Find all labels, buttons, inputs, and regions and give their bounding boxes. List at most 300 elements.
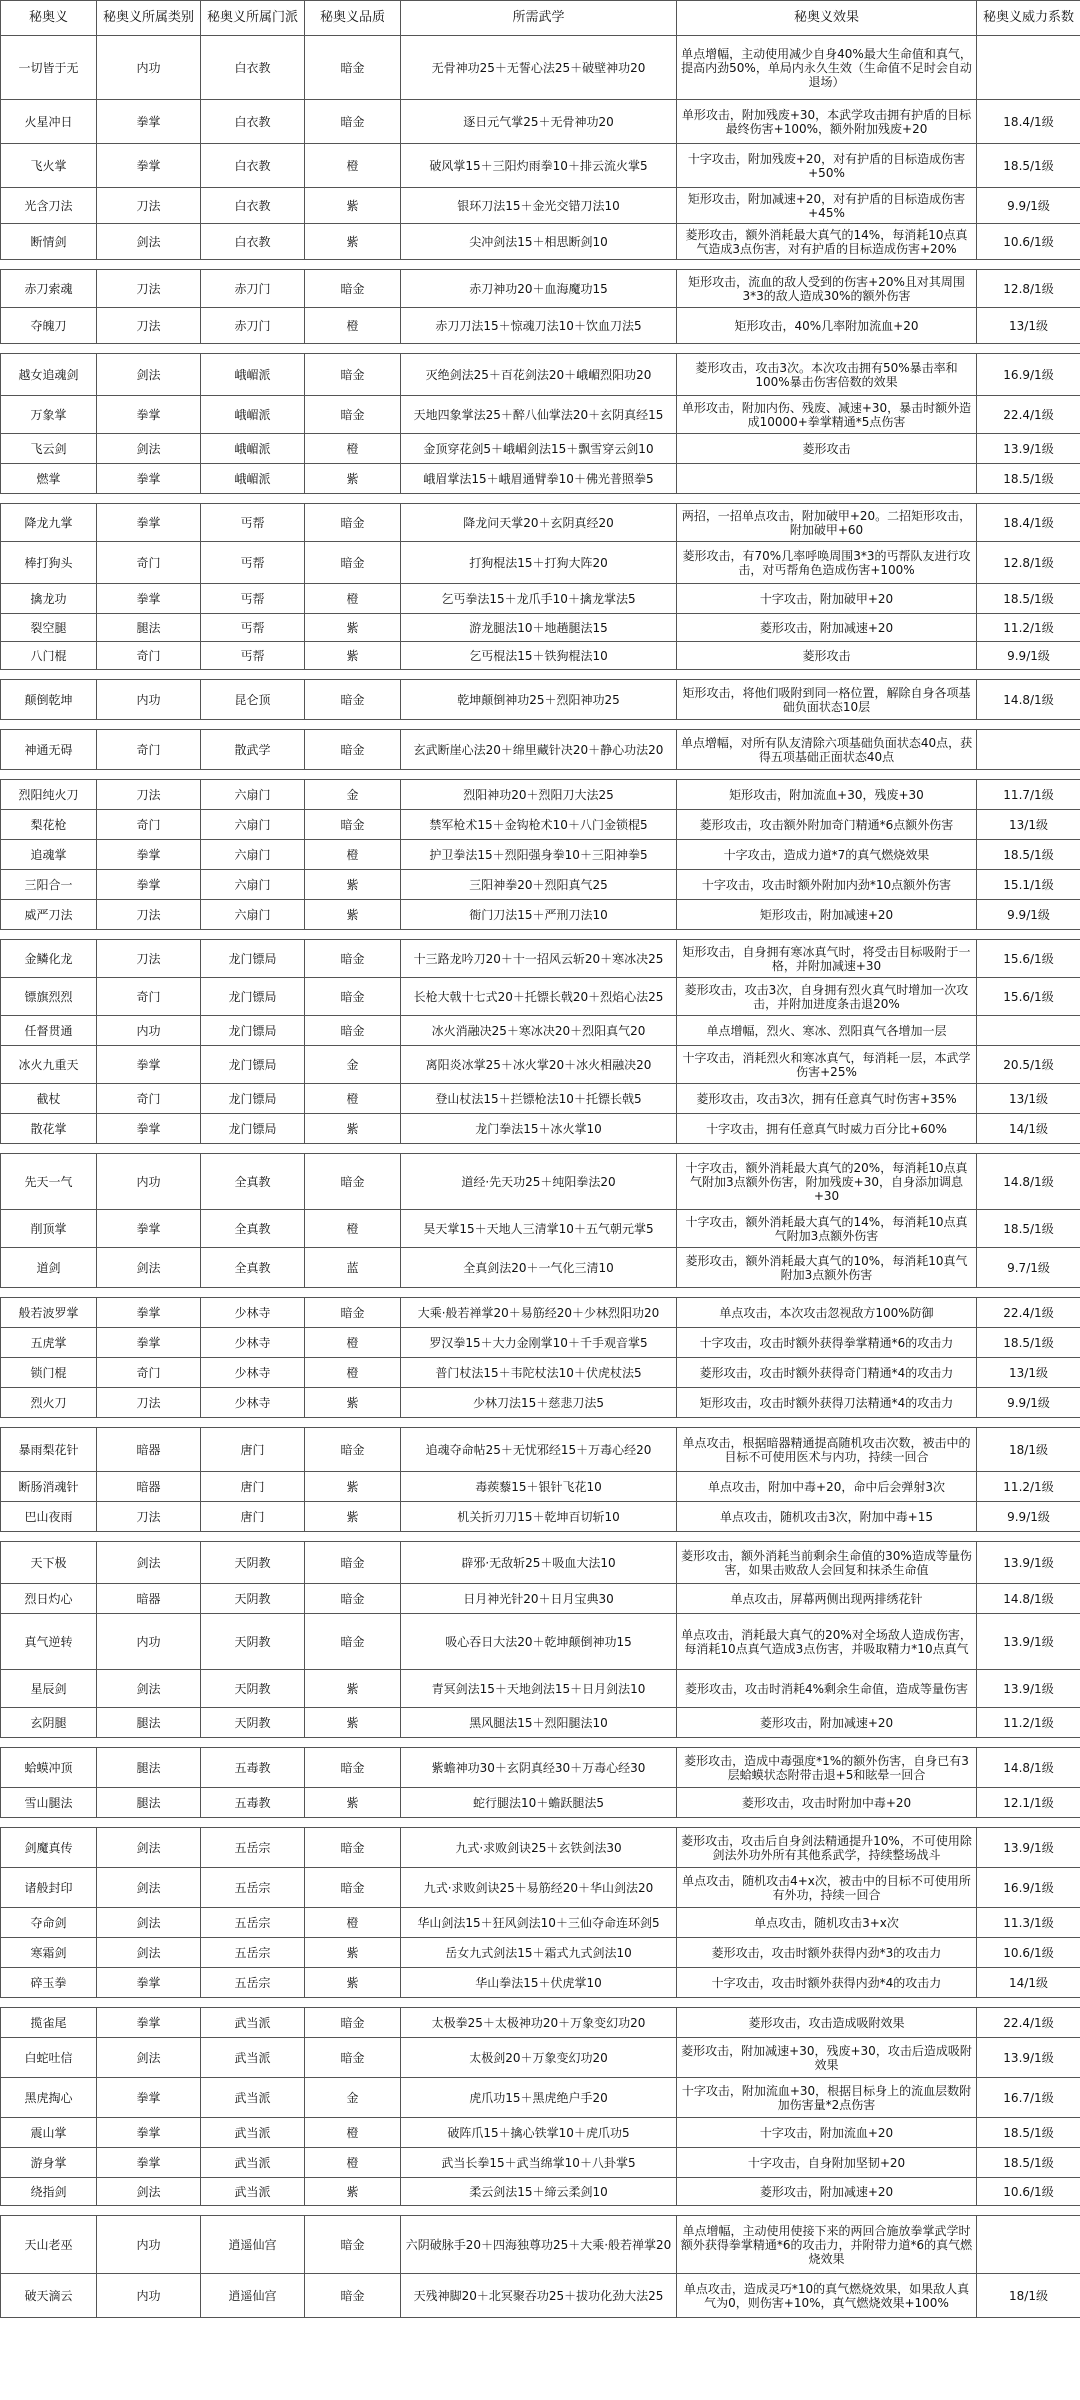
sect-cell: 六扇门 xyxy=(201,810,305,840)
table-row xyxy=(1,224,1080,260)
category-cell: 刀法 xyxy=(97,1388,201,1418)
effect-cell: 菱形攻击，攻击时消耗4%剩余生命值，造成等量伤害 xyxy=(677,1670,977,1708)
column-header-category: 秘奥义所属类别 xyxy=(97,1,201,36)
category-cell: 剑法 xyxy=(97,354,201,396)
quality-cell: 暗金 xyxy=(305,1614,401,1670)
quality-cell: 橙 xyxy=(305,2148,401,2178)
effect-cell: 菱形攻击，攻击时附加中毒+20 xyxy=(677,1788,977,1818)
sect-cell: 五毒教 xyxy=(201,1788,305,1818)
category-cell: 剑法 xyxy=(97,1670,201,1708)
required-skills-cell: 九式·求败剑诀25＋玄铁剑法30 xyxy=(401,1828,677,1868)
effect-cell: 十字攻击，拥有任意真气时威力百分比+60% xyxy=(677,1114,977,1144)
power-cell: 14/1级 xyxy=(977,1968,1080,1998)
skill-name-cell: 颠倒乾坤 xyxy=(1,680,97,720)
quality-cell: 暗金 xyxy=(305,2008,401,2038)
category-cell: 拳掌 xyxy=(97,2078,201,2118)
sect-cell: 少林寺 xyxy=(201,1328,305,1358)
table-row xyxy=(1,2178,1080,2206)
sect-cell: 龙门镖局 xyxy=(201,1114,305,1144)
effect-cell: 矩形攻击，流血的敌人受到的伤害+20%且对其周围3*3的敌人造成30%的额外伤害 xyxy=(677,270,977,308)
quality-cell: 蓝 xyxy=(305,1248,401,1288)
table-row xyxy=(1,680,1080,720)
power-cell: 20.5/1级 xyxy=(977,1046,1080,1084)
sect-cell: 五毒教 xyxy=(201,1748,305,1788)
required-skills-cell: 赤刀刀法15＋惊魂刀法10＋饮血刀法5 xyxy=(401,308,677,344)
required-skills-cell: 乞丐棍法15＋铁狗棍法10 xyxy=(401,642,677,670)
sect-cell: 峨嵋派 xyxy=(201,434,305,464)
effect-cell: 菱形攻击，附加减速+30，残废+30，攻击后造成吸附效果 xyxy=(677,2038,977,2078)
separator-cell xyxy=(1,344,1080,354)
required-skills-cell: 武当长拳15＋武当绵掌10＋八卦掌5 xyxy=(401,2148,677,2178)
category-cell: 内功 xyxy=(97,1016,201,1046)
effect-cell: 单形攻击，附加残废+30，本武学攻击拥有护盾的目标最终伤害+100%，额外附加残废+20 xyxy=(677,100,977,144)
power-cell: 22.4/1级 xyxy=(977,1298,1080,1328)
effect-cell: 矩形攻击，附加减速+20，对有护盾的目标造成伤害+45% xyxy=(677,188,977,224)
sect-cell: 武当派 xyxy=(201,2148,305,2178)
skill-name-cell: 三阳合一 xyxy=(1,870,97,900)
sect-cell: 丐帮 xyxy=(201,504,305,542)
power-cell: 18.4/1级 xyxy=(977,504,1080,542)
quality-cell: 橙 xyxy=(305,2118,401,2148)
skill-name-cell: 冰火九重天 xyxy=(1,1046,97,1084)
table-row xyxy=(1,36,1080,100)
required-skills-cell: 峨眉掌法15＋峨眉通臂拳10＋佛光普照拳5 xyxy=(401,464,677,494)
power-cell: 10.6/1级 xyxy=(977,2178,1080,2206)
effect-cell: 菱形攻击，攻击额外附加奇门精通*6点额外伤害 xyxy=(677,810,977,840)
required-skills-cell: 龙门拳法15＋冰火掌10 xyxy=(401,1114,677,1144)
effect-cell: 单点攻击，屏幕两侧出现两排绣花针 xyxy=(677,1584,977,1614)
table-row xyxy=(1,504,1080,542)
power-cell: 11.3/1级 xyxy=(977,1908,1080,1938)
required-skills-cell: 游龙腿法10＋地趟腿法15 xyxy=(401,614,677,642)
table-row xyxy=(1,1210,1080,1248)
effect-cell: 菱形攻击，攻击3次。本次攻击拥有50%暴击率和100%暴击伤害倍数的效果 xyxy=(677,354,977,396)
power-cell: 10.6/1级 xyxy=(977,224,1080,260)
required-skills-cell: 登山杖法15＋拦镖枪法10＋托镖长戟5 xyxy=(401,1084,677,1114)
required-skills-cell: 灭绝剑法25＋百花剑法20＋峨嵋烈阳功20 xyxy=(401,354,677,396)
required-skills-cell: 太极拳25＋太极神功20＋万象变幻功20 xyxy=(401,2008,677,2038)
category-cell: 内功 xyxy=(97,680,201,720)
table-row xyxy=(1,1614,1080,1670)
effect-cell: 十字攻击，消耗烈火和寒冰真气，每消耗一层，本武学伤害+25% xyxy=(677,1046,977,1084)
required-skills-cell: 少林刀法15＋慈悲刀法5 xyxy=(401,1388,677,1418)
skill-name-cell: 燃掌 xyxy=(1,464,97,494)
category-cell: 剑法 xyxy=(97,1908,201,1938)
skill-name-cell: 天山老巫 xyxy=(1,2216,97,2274)
power-cell: 16.7/1级 xyxy=(977,2078,1080,2118)
separator-cell xyxy=(1,1818,1080,1828)
required-skills-cell: 玄武断崖心法20＋绵里藏针决20＋静心功法20 xyxy=(401,730,677,770)
skill-name-cell: 破天滴云 xyxy=(1,2274,97,2318)
skill-name-cell: 暴雨梨花针 xyxy=(1,1428,97,1472)
required-skills-cell: 银环刀法15＋金光交错刀法10 xyxy=(401,188,677,224)
skill-name-cell: 万象掌 xyxy=(1,396,97,434)
power-cell: 13.9/1级 xyxy=(977,1614,1080,1670)
power-cell: 18.5/1级 xyxy=(977,1210,1080,1248)
table-row xyxy=(1,2148,1080,2178)
sect-cell: 赤刀门 xyxy=(201,308,305,344)
required-skills-cell: 离阳炎冰掌25＋冰火掌20＋冰火相融决20 xyxy=(401,1046,677,1084)
quality-cell: 暗金 xyxy=(305,1154,401,1210)
category-cell: 内功 xyxy=(97,2216,201,2274)
skill-name-cell: 寒霜剑 xyxy=(1,1938,97,1968)
power-cell: 14.8/1级 xyxy=(977,680,1080,720)
skill-name-cell: 棒打狗头 xyxy=(1,542,97,584)
power-cell: 14.8/1级 xyxy=(977,1154,1080,1210)
quality-cell: 紫 xyxy=(305,1114,401,1144)
power-cell: 18.4/1级 xyxy=(977,100,1080,144)
sect-cell: 龙门镖局 xyxy=(201,1046,305,1084)
quality-cell: 紫 xyxy=(305,642,401,670)
skill-name-cell: 裂空腿 xyxy=(1,614,97,642)
category-cell: 刀法 xyxy=(97,940,201,978)
quality-cell: 紫 xyxy=(305,1968,401,1998)
sect-cell: 少林寺 xyxy=(201,1358,305,1388)
skill-name-cell: 降龙九掌 xyxy=(1,504,97,542)
category-cell: 奇门 xyxy=(97,1358,201,1388)
required-skills-cell: 蛇行腿法10＋蟾跃腿法5 xyxy=(401,1788,677,1818)
category-cell: 拳掌 xyxy=(97,464,201,494)
quality-cell: 橙 xyxy=(305,434,401,464)
quality-cell: 暗金 xyxy=(305,1298,401,1328)
category-cell: 腿法 xyxy=(97,1788,201,1818)
power-cell: 18.5/1级 xyxy=(977,144,1080,188)
effect-cell: 矩形攻击，将他们吸附到同一格位置，解除自身各项基础负面状态10层 xyxy=(677,680,977,720)
category-cell: 剑法 xyxy=(97,1868,201,1908)
table-row xyxy=(1,1584,1080,1614)
skill-name-cell: 烈日灼心 xyxy=(1,1584,97,1614)
effect-cell: 菱形攻击，额外消耗当前剩余生命值的30%造成等量伤害，如果击败敌人会回复和抹杀生命值 xyxy=(677,1542,977,1584)
power-cell xyxy=(977,36,1080,100)
required-skills-cell: 华山拳法15＋伏虎掌10 xyxy=(401,1968,677,1998)
required-skills-cell: 黑风腿法15＋烈阳腿法10 xyxy=(401,1708,677,1738)
category-cell: 暗器 xyxy=(97,1584,201,1614)
table-row xyxy=(1,2274,1080,2318)
power-cell: 13/1级 xyxy=(977,308,1080,344)
table-row xyxy=(1,978,1080,1016)
quality-cell: 暗金 xyxy=(305,1748,401,1788)
effect-cell: 单点攻击，附加中毒+20，命中后会弹射3次 xyxy=(677,1472,977,1502)
separator-cell xyxy=(1,1738,1080,1748)
separator-cell xyxy=(1,260,1080,270)
quality-cell: 暗金 xyxy=(305,680,401,720)
table-body xyxy=(1,36,1080,2318)
quality-cell: 紫 xyxy=(305,188,401,224)
group-separator xyxy=(1,2206,1080,2216)
column-header-required-skills: 所需武学 xyxy=(401,1,677,36)
category-cell: 拳掌 xyxy=(97,1046,201,1084)
sect-cell: 丐帮 xyxy=(201,584,305,614)
required-skills-cell: 吸心吞日大法20＋乾坤颠倒神功15 xyxy=(401,1614,677,1670)
category-cell: 暗器 xyxy=(97,1428,201,1472)
table-row xyxy=(1,100,1080,144)
effect-cell: 矩形攻击，附加减速+20 xyxy=(677,900,977,930)
skill-name-cell: 光含刀法 xyxy=(1,188,97,224)
power-cell: 16.9/1级 xyxy=(977,354,1080,396)
skill-name-cell: 追魂掌 xyxy=(1,840,97,870)
table-row xyxy=(1,1968,1080,1998)
power-cell: 13/1级 xyxy=(977,1358,1080,1388)
category-cell: 奇门 xyxy=(97,542,201,584)
skill-name-cell: 夺魄刀 xyxy=(1,308,97,344)
quality-cell: 紫 xyxy=(305,464,401,494)
sect-cell: 全真教 xyxy=(201,1154,305,1210)
category-cell: 拳掌 xyxy=(97,100,201,144)
quality-cell: 橙 xyxy=(305,1908,401,1938)
skill-name-cell: 震山掌 xyxy=(1,2118,97,2148)
power-cell: 18.5/1级 xyxy=(977,464,1080,494)
sect-cell: 武当派 xyxy=(201,2178,305,2206)
category-cell: 腿法 xyxy=(97,1748,201,1788)
sect-cell: 白衣教 xyxy=(201,144,305,188)
category-cell: 拳掌 xyxy=(97,396,201,434)
separator-cell xyxy=(1,494,1080,504)
sect-cell: 五岳宗 xyxy=(201,1908,305,1938)
quality-cell: 暗金 xyxy=(305,354,401,396)
category-cell: 刀法 xyxy=(97,188,201,224)
quality-cell: 橙 xyxy=(305,1210,401,1248)
category-cell: 拳掌 xyxy=(97,1968,201,1998)
sect-cell: 六扇门 xyxy=(201,870,305,900)
table-row xyxy=(1,2118,1080,2148)
sect-cell: 五岳宗 xyxy=(201,1868,305,1908)
table-row xyxy=(1,1328,1080,1358)
group-separator xyxy=(1,720,1080,730)
skill-name-cell: 飞云剑 xyxy=(1,434,97,464)
required-skills-cell: 昊天掌15＋天地人三清掌10＋五气朝元掌5 xyxy=(401,1210,677,1248)
power-cell: 11.2/1级 xyxy=(977,614,1080,642)
category-cell: 拳掌 xyxy=(97,2008,201,2038)
power-cell: 18.5/1级 xyxy=(977,2148,1080,2178)
quality-cell: 紫 xyxy=(305,224,401,260)
effect-cell: 菱形攻击，额外消耗最大真气的10%，每消耗10真气附加3点额外伤害 xyxy=(677,1248,977,1288)
sect-cell: 唐门 xyxy=(201,1472,305,1502)
quality-cell: 金 xyxy=(305,780,401,810)
sect-cell: 逍遥仙宫 xyxy=(201,2216,305,2274)
required-skills-cell: 毒蒺藜15＋银针飞花10 xyxy=(401,1472,677,1502)
column-header-sect: 秘奥义所属门派 xyxy=(201,1,305,36)
table-row xyxy=(1,1298,1080,1328)
quality-cell: 暗金 xyxy=(305,1584,401,1614)
separator-cell xyxy=(1,670,1080,680)
sect-cell: 散武学 xyxy=(201,730,305,770)
effect-cell xyxy=(677,464,977,494)
skill-name-cell: 散花掌 xyxy=(1,1114,97,1144)
sect-cell: 丐帮 xyxy=(201,614,305,642)
effect-cell: 矩形攻击，自身拥有寒冰真气时，将受击目标吸附于一格，并附加减速+30 xyxy=(677,940,977,978)
skill-name-cell: 天下极 xyxy=(1,1542,97,1584)
required-skills-cell: 柔云剑法15＋缔云柔剑10 xyxy=(401,2178,677,2206)
category-cell: 刀法 xyxy=(97,780,201,810)
power-cell: 9.7/1级 xyxy=(977,1248,1080,1288)
required-skills-cell: 金顶穿花剑5＋峨嵋剑法15＋飘雪穿云剑10 xyxy=(401,434,677,464)
quality-cell: 暗金 xyxy=(305,542,401,584)
skill-name-cell: 八门棍 xyxy=(1,642,97,670)
power-cell xyxy=(977,1016,1080,1046)
table-row xyxy=(1,2038,1080,2078)
quality-cell: 暗金 xyxy=(305,100,401,144)
power-cell: 11.2/1级 xyxy=(977,1708,1080,1738)
required-skills-cell: 虎爪功15＋黑虎绝户手20 xyxy=(401,2078,677,2118)
effect-cell: 十字攻击，攻击时额外获得内劲*4的攻击力 xyxy=(677,1968,977,1998)
quality-cell: 紫 xyxy=(305,1938,401,1968)
skill-name-cell: 碎玉拳 xyxy=(1,1968,97,1998)
sect-cell: 白衣教 xyxy=(201,100,305,144)
sect-cell: 天阴教 xyxy=(201,1670,305,1708)
sect-cell: 全真教 xyxy=(201,1248,305,1288)
power-cell: 14/1级 xyxy=(977,1114,1080,1144)
separator-cell xyxy=(1,1144,1080,1154)
skill-name-cell: 玄阴腿 xyxy=(1,1708,97,1738)
separator-cell xyxy=(1,1418,1080,1428)
table-row xyxy=(1,730,1080,770)
effect-cell: 菱形攻击，造成中毒强度*1%的额外伤害，自身已有3层蛤蟆状态附带击退+5和眩晕一回合 xyxy=(677,1748,977,1788)
category-cell: 内功 xyxy=(97,36,201,100)
category-cell: 奇门 xyxy=(97,642,201,670)
required-skills-cell: 罗汉拳15＋大力金刚掌10＋千手观音掌5 xyxy=(401,1328,677,1358)
sect-cell: 六扇门 xyxy=(201,780,305,810)
sect-cell: 五岳宗 xyxy=(201,1828,305,1868)
skill-name-cell: 揽雀尾 xyxy=(1,2008,97,2038)
power-cell: 18.5/1级 xyxy=(977,584,1080,614)
required-skills-cell: 十三路龙吟刀20＋十一招风云斩20＋寒冰决25 xyxy=(401,940,677,978)
skill-name-cell: 星辰剑 xyxy=(1,1670,97,1708)
sect-cell: 龙门镖局 xyxy=(201,1016,305,1046)
sect-cell: 天阴教 xyxy=(201,1542,305,1584)
skill-name-cell: 神通无碍 xyxy=(1,730,97,770)
effect-cell: 单点攻击，随机攻击4+x次，被击中的目标不可使用所有外功，持续一回合 xyxy=(677,1868,977,1908)
separator-cell xyxy=(1,1998,1080,2008)
table-row xyxy=(1,1248,1080,1288)
power-cell: 18.5/1级 xyxy=(977,840,1080,870)
required-skills-cell: 三阳神拳20＋烈阳真气25 xyxy=(401,870,677,900)
skill-name-cell: 任督贯通 xyxy=(1,1016,97,1046)
category-cell: 暗器 xyxy=(97,1472,201,1502)
table-row xyxy=(1,308,1080,344)
power-cell: 13/1级 xyxy=(977,1084,1080,1114)
group-separator xyxy=(1,344,1080,354)
table-row xyxy=(1,642,1080,670)
sect-cell: 少林寺 xyxy=(201,1298,305,1328)
category-cell: 刀法 xyxy=(97,900,201,930)
quality-cell: 暗金 xyxy=(305,504,401,542)
group-separator xyxy=(1,1532,1080,1542)
required-skills-cell: 全真剑法20＋一气化三清10 xyxy=(401,1248,677,1288)
table-row xyxy=(1,900,1080,930)
category-cell: 剑法 xyxy=(97,2038,201,2078)
quality-cell: 暗金 xyxy=(305,2274,401,2318)
required-skills-cell: 太极剑20＋万象变幻功20 xyxy=(401,2038,677,2078)
effect-cell: 菱形攻击，附加减速+20 xyxy=(677,614,977,642)
category-cell: 拳掌 xyxy=(97,504,201,542)
effect-cell: 单点攻击，消耗最大真气的20%对全场敌人造成伤害，每消耗10点真气造成3点伤害，并吸取精力*10点真气 xyxy=(677,1614,977,1670)
required-skills-cell: 长枪大戟十七式20＋托镖长戟20＋烈焰心法25 xyxy=(401,978,677,1016)
power-cell: 11.7/1级 xyxy=(977,780,1080,810)
sect-cell: 天阴教 xyxy=(201,1584,305,1614)
power-cell: 18.5/1级 xyxy=(977,1328,1080,1358)
quality-cell: 紫 xyxy=(305,1670,401,1708)
skill-name-cell: 一切皆于无 xyxy=(1,36,97,100)
table-row xyxy=(1,1358,1080,1388)
group-separator xyxy=(1,1418,1080,1428)
required-skills-cell: 华山剑法15＋狂风剑法10＋三仙夺命连环剑5 xyxy=(401,1908,677,1938)
quality-cell: 暗金 xyxy=(305,1542,401,1584)
power-cell: 15.6/1级 xyxy=(977,940,1080,978)
skill-name-cell: 蛤蟆冲顶 xyxy=(1,1748,97,1788)
power-cell: 14.8/1级 xyxy=(977,1584,1080,1614)
quality-cell: 紫 xyxy=(305,1502,401,1532)
table-row xyxy=(1,1428,1080,1472)
required-skills-cell: 打狗棍法15＋打狗大阵20 xyxy=(401,542,677,584)
power-cell: 12.8/1级 xyxy=(977,542,1080,584)
power-cell xyxy=(977,2216,1080,2274)
category-cell: 内功 xyxy=(97,1154,201,1210)
group-separator xyxy=(1,930,1080,940)
table-row xyxy=(1,1670,1080,1708)
effect-cell: 菱形攻击，额外消耗最大真气的14%，每消耗10点真气造成3点伤害，对有护盾的目标造成伤害+20% xyxy=(677,224,977,260)
table-row xyxy=(1,1828,1080,1868)
power-cell: 13.9/1级 xyxy=(977,1828,1080,1868)
sect-cell: 六扇门 xyxy=(201,900,305,930)
skill-name-cell: 绕指剑 xyxy=(1,2178,97,2206)
table-row xyxy=(1,2078,1080,2118)
effect-cell: 十字攻击，造成力道*7的真气燃烧效果 xyxy=(677,840,977,870)
table-row xyxy=(1,354,1080,396)
effect-cell: 十字攻击，攻击时额外附加内劲*10点额外伤害 xyxy=(677,870,977,900)
column-header-effect: 秘奥义效果 xyxy=(677,1,977,36)
table-row xyxy=(1,584,1080,614)
effect-cell: 十字攻击，自身附加坚韧+20 xyxy=(677,2148,977,2178)
power-cell: 13/1级 xyxy=(977,810,1080,840)
effect-cell: 菱形攻击，攻击时额外获得奇门精通*4的攻击力 xyxy=(677,1358,977,1388)
effect-cell: 单点攻击，随机攻击3次，附加中毒+15 xyxy=(677,1502,977,1532)
effect-cell: 十字攻击，额外消耗最大真气的20%，每消耗10点真气附加3点额外伤害，附加残废+30，自身添加调息+30 xyxy=(677,1154,977,1210)
sect-cell: 丐帮 xyxy=(201,642,305,670)
category-cell: 拳掌 xyxy=(97,2148,201,2178)
power-cell: 22.4/1级 xyxy=(977,396,1080,434)
skill-name-cell: 游身掌 xyxy=(1,2148,97,2178)
power-cell: 18/1级 xyxy=(977,2274,1080,2318)
quality-cell: 橙 xyxy=(305,144,401,188)
sect-cell: 峨嵋派 xyxy=(201,464,305,494)
category-cell: 奇门 xyxy=(97,1084,201,1114)
group-separator xyxy=(1,260,1080,270)
sect-cell: 逍遥仙宫 xyxy=(201,2274,305,2318)
power-cell: 18.5/1级 xyxy=(977,2118,1080,2148)
table-row xyxy=(1,870,1080,900)
sect-cell: 全真教 xyxy=(201,1210,305,1248)
power-cell: 12.8/1级 xyxy=(977,270,1080,308)
skill-name-cell: 断情剑 xyxy=(1,224,97,260)
quality-cell: 暗金 xyxy=(305,1016,401,1046)
skill-name-cell: 断肠消魂针 xyxy=(1,1472,97,1502)
category-cell: 腿法 xyxy=(97,1708,201,1738)
effect-cell: 十字攻击，附加破甲+20 xyxy=(677,584,977,614)
separator-cell xyxy=(1,2206,1080,2216)
quality-cell: 暗金 xyxy=(305,1868,401,1908)
quality-cell: 紫 xyxy=(305,614,401,642)
quality-cell: 金 xyxy=(305,1046,401,1084)
group-separator xyxy=(1,1818,1080,1828)
required-skills-cell: 烈阳神功20＋烈阳刀大法25 xyxy=(401,780,677,810)
skill-name-cell: 削顶掌 xyxy=(1,1210,97,1248)
required-skills-cell: 道经·先天功25＋纯阳拳法20 xyxy=(401,1154,677,1210)
group-separator xyxy=(1,770,1080,780)
sect-cell: 五岳宗 xyxy=(201,1938,305,1968)
category-cell: 拳掌 xyxy=(97,870,201,900)
effect-cell: 菱形攻击，附加减速+20 xyxy=(677,2178,977,2206)
category-cell: 拳掌 xyxy=(97,1114,201,1144)
